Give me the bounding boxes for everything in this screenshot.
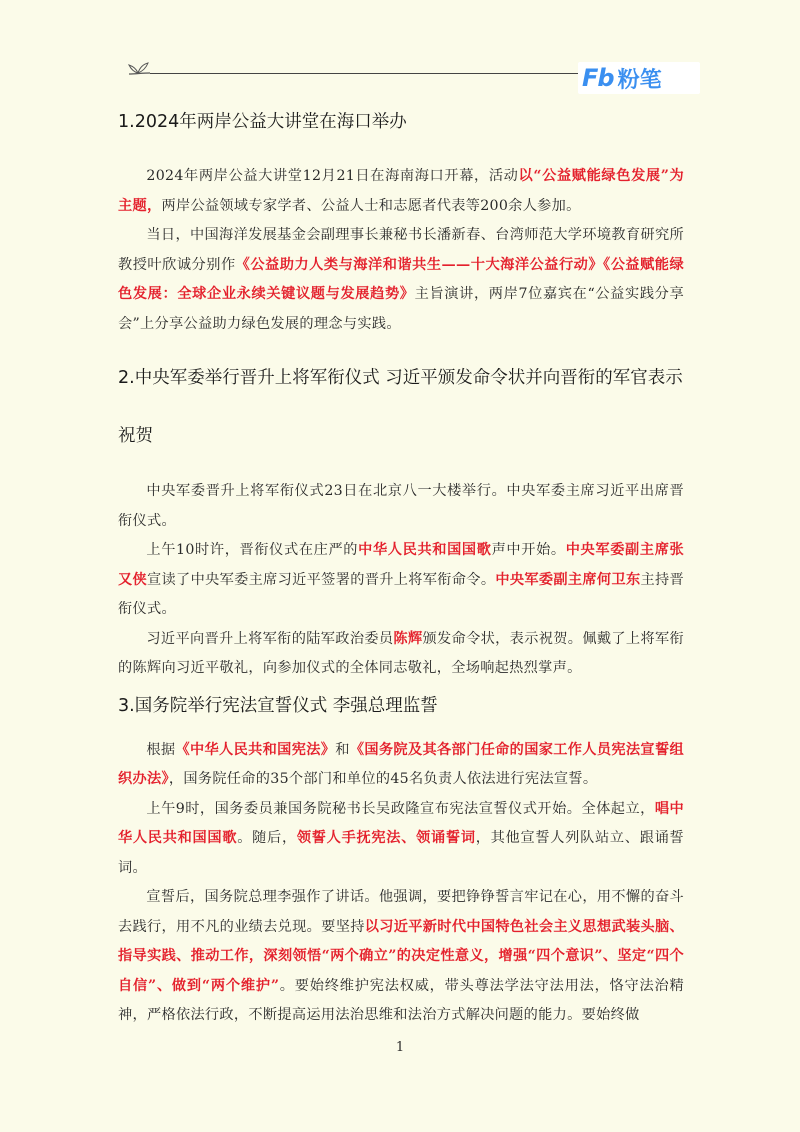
header-divider [150, 73, 582, 74]
emphasis-text: 中华人民共和国国歌 [358, 542, 492, 558]
emphasis-text: 陈辉 [393, 630, 423, 647]
body-text: 声中开始。 [491, 542, 566, 558]
body-text: 和 [335, 741, 350, 758]
body-text: ，国务院任命的35个部门和单位的45名负责人依法进行宪法宣誓。 [168, 771, 598, 787]
brand-mark: Fb [582, 64, 614, 92]
emphasis-text: 《中华人民共和国宪法》 [175, 741, 336, 758]
brand-name: 粉笔 [617, 67, 662, 93]
body-text: 。随后， [237, 830, 297, 846]
paragraph [118, 536, 684, 625]
article-body [118, 104, 684, 1031]
emphasis-text: 以习近平新时代中国特色社会主义思想武装头脑、指导实践、推动工作，深刻领悟“两个确立”的决定性意义，增强“四个意识”、坚定“四个自信”、做到“两个维护” [118, 918, 684, 994]
body-text: 当日，中国海洋发展基金会副理事长兼秘书长潘新春、台湾师范大学环境教育研究所教授叶欣诚分别作 [118, 227, 684, 273]
section-title: 2.中央军委举行晋升上将军衔仪式 习近平颁发命令状并向晋衔的军官表示祝贺 [118, 368, 683, 446]
body-text: 两岸公益领域专家学者、公益人士和志愿者代表等200余人参加。 [161, 197, 581, 214]
news-section-2 [118, 349, 684, 684]
paragraph [118, 625, 684, 684]
section-title: 3.国务院举行宪法宣誓仪式 李强总理监誓 [118, 695, 438, 716]
body-text: 根据 [146, 741, 176, 758]
paragraph [118, 221, 684, 339]
news-section-1 [118, 108, 684, 339]
paragraph [118, 736, 684, 795]
body-text: 习近平向晋升上将军衔的陆军政治委员 [146, 630, 394, 647]
paragraph [118, 477, 684, 536]
body-text: 。要始终维护宪法权威，带头尊法学法守法用法，恪守法治精神，严格依法行政，不断提高运用法治思维和法治方式解决问题的能力。要始终做 [118, 977, 684, 1023]
body-text: ，其他宣誓人列队站立、跟诵誓词。 [118, 830, 685, 876]
emphasis-text: 以“公益赋能绿色发展”为主题， [118, 168, 684, 214]
emphasis-text: 中央军委副主席何卫东 [495, 571, 641, 588]
body-text: 主持晋衔仪式。 [118, 571, 684, 617]
body-text: 中央军委晋升上将军衔仪式23日在北京八一大楼举行。中央军委主席习近平出席晋衔仪式。 [118, 483, 684, 529]
body-text: 宣读了中央军委主席习近平签署的晋升上将军衔命令。 [147, 571, 496, 588]
page-header [0, 0, 800, 100]
fenbi-logo [578, 62, 700, 94]
emphasis-text: 《国务院及其各部门任命的国家工作人员宪法宣誓组织办法》 [118, 741, 684, 787]
body-text: 上午10时许，晋衔仪式在庄严的 [146, 542, 359, 558]
emphasis-text: 《公益助力人类与海洋和谐共生——十大海洋公益行动》《公益赋能绿色发展：全球企业永续关键议题与发展趋势》 [118, 256, 685, 302]
body-text: 上午9时，国务委员兼国务院秘书长吴政隆宣布宪法宣誓仪式开始。全体起立， [146, 800, 655, 817]
emphasis-text: 唱中华人民共和国国歌 [118, 800, 684, 846]
section-title: 1.2024年两岸公益大讲堂在海口举办 [118, 112, 407, 132]
news-section-3 [118, 692, 684, 1031]
emphasis-text: 领誓人手抚宪法、领诵誓词 [296, 830, 476, 846]
paragraph [118, 795, 684, 884]
body-text: 主旨演讲，两岸7位嘉宾在“公益实践分享会”上分享公益助力绿色发展的理念与实践。 [118, 286, 684, 332]
body-text: 2024年两岸公益大讲堂12月21日在海南海口开幕，活动 [146, 168, 519, 184]
sprout-icon [126, 56, 156, 80]
body-text: 宣誓后，国务院总理李强作了讲话。他强调，要把铮铮誓言牢记在心，用不懈的奋斗去践行，用不凡的业绩去兑现。要坚持 [118, 889, 684, 935]
paragraph [118, 162, 684, 221]
page-number: 1 [395, 1040, 405, 1055]
body-text: 颁发命令状，表示祝贺。佩戴了上将军衔的陈辉向习近平敬礼，向参加仪式的全体同志敬礼，全场响起热烈掌声。 [118, 630, 684, 676]
emphasis-text: 中央军委副主席张又侠 [118, 542, 685, 588]
paragraph [118, 883, 684, 1031]
